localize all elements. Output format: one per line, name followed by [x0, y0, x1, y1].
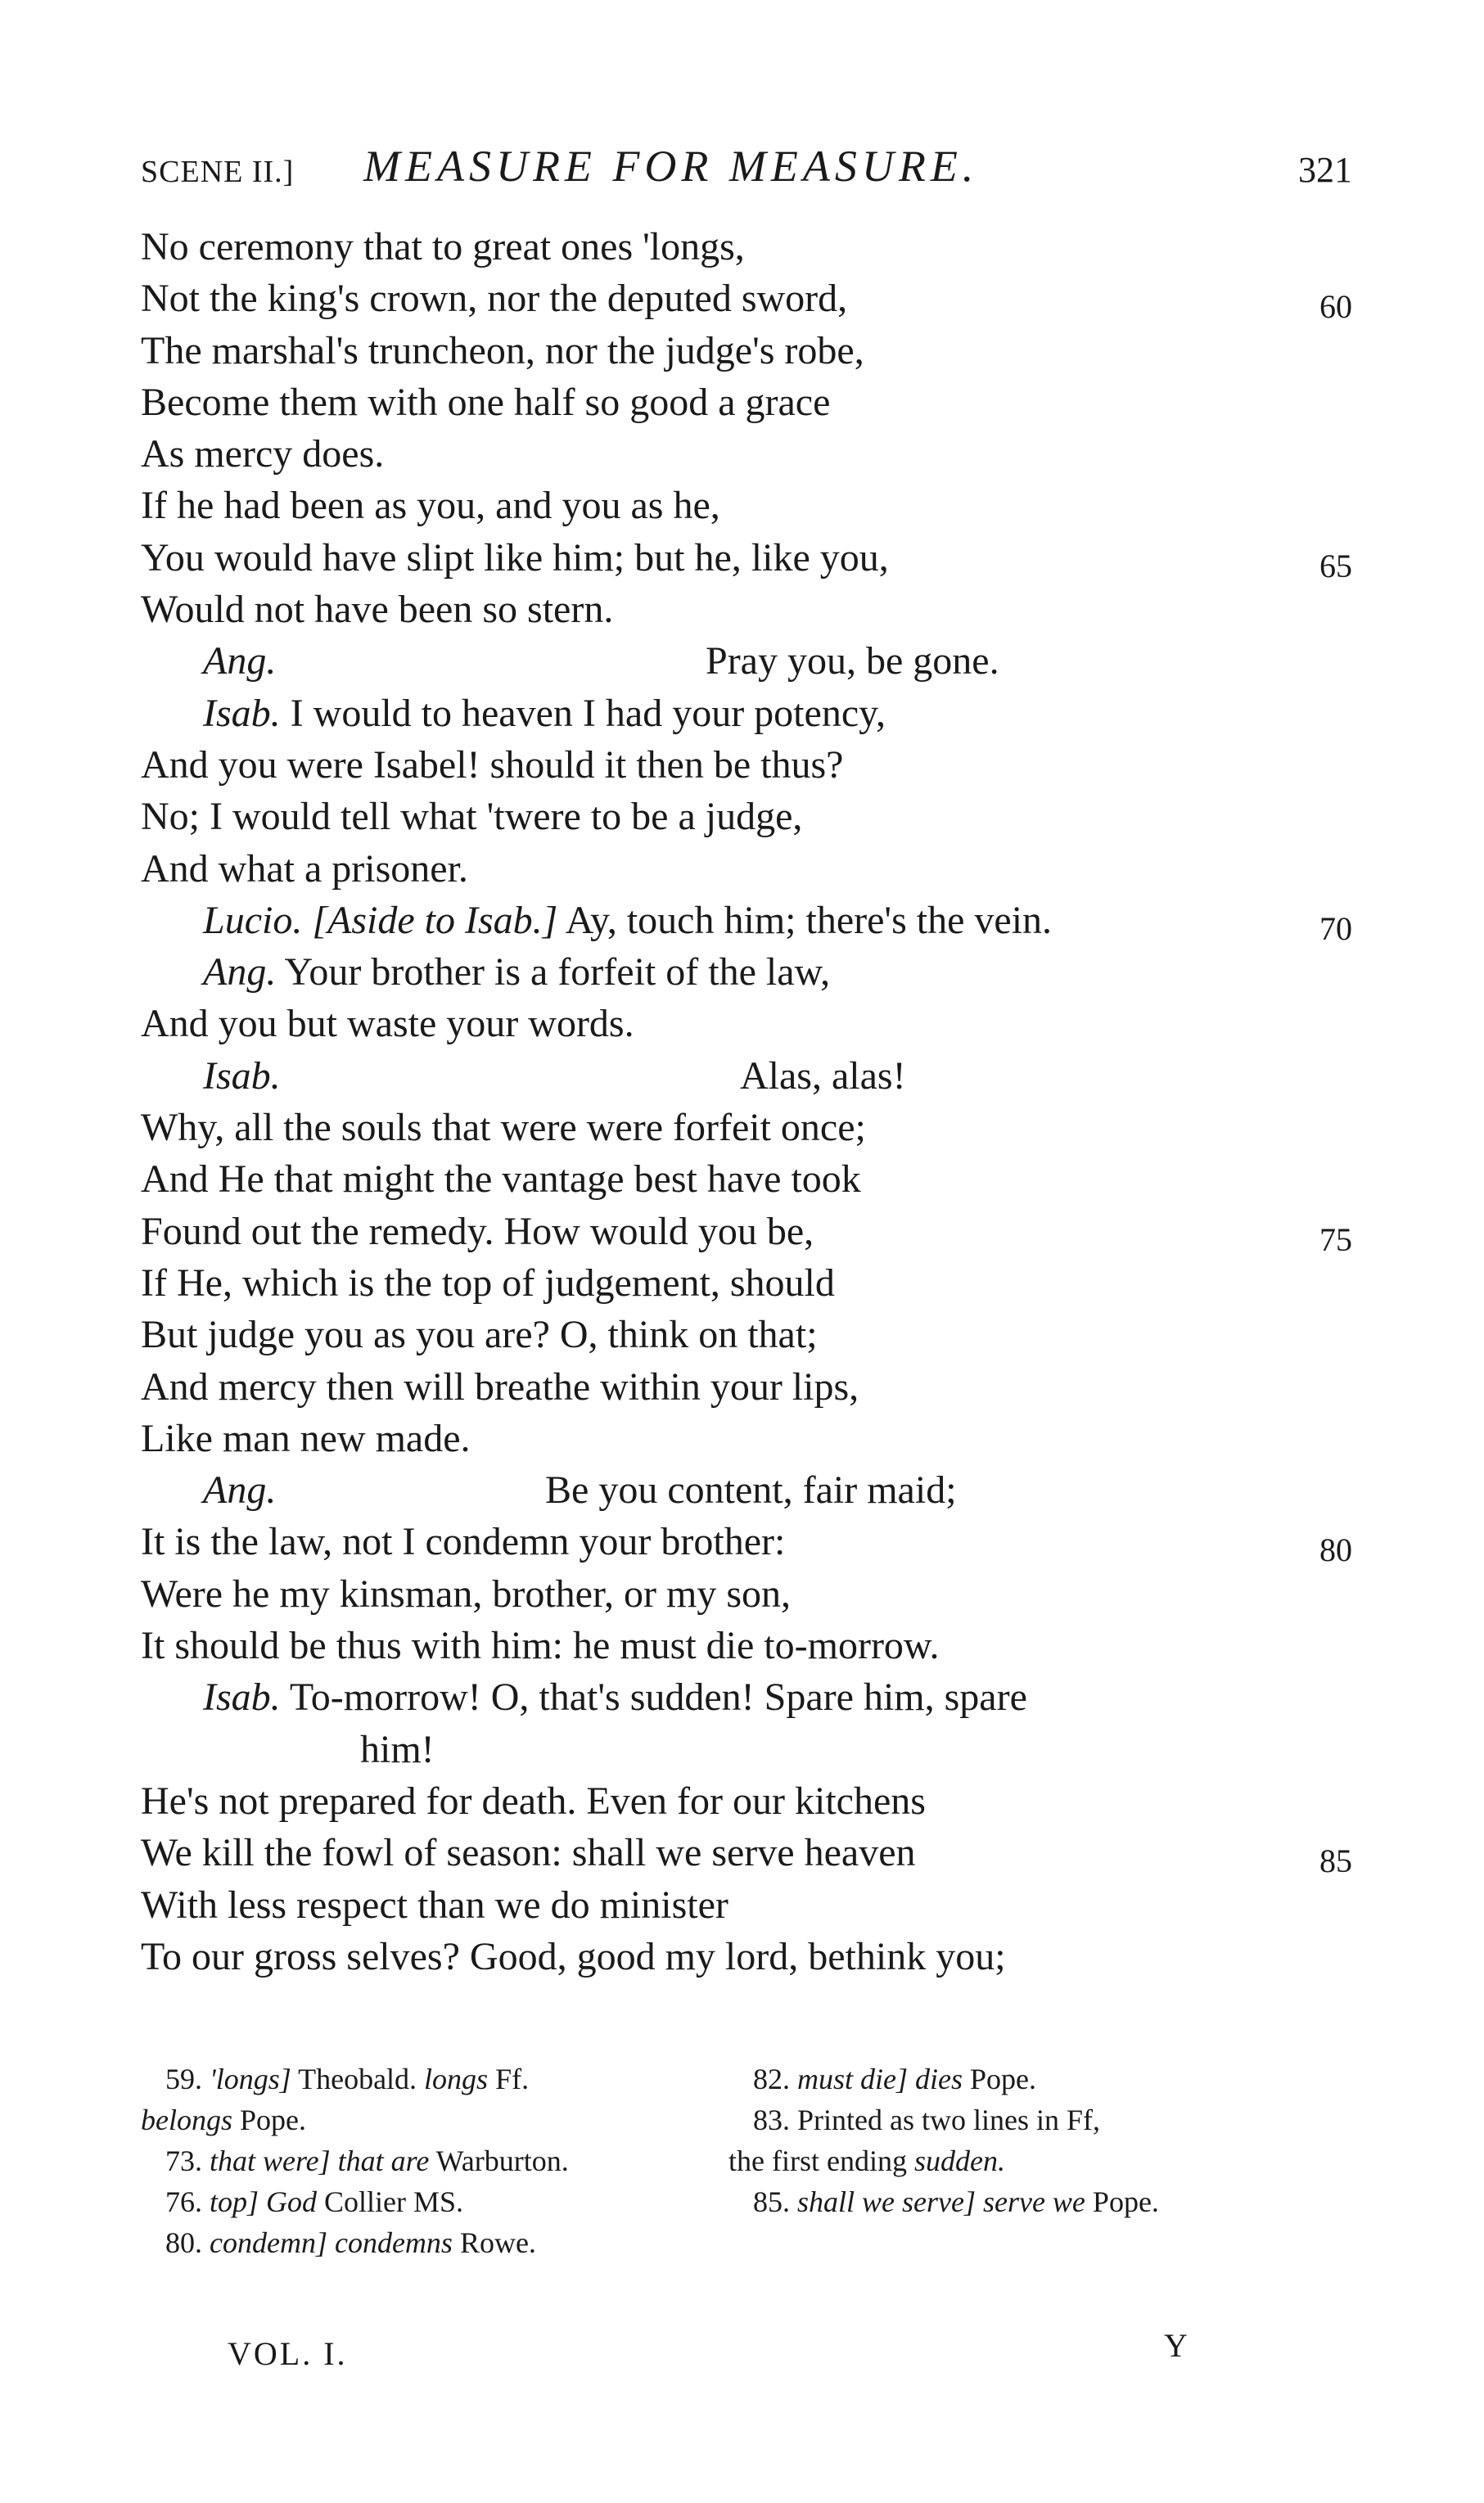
line-number: 65 [1319, 547, 1352, 584]
half-line-text: Pray you, be gone. [706, 639, 999, 683]
line-text [141, 1568, 791, 1620]
speaker-name: Ang. [203, 1468, 277, 1513]
verse-line [141, 532, 1352, 584]
stage-direction: [Aside to Isab.] [312, 898, 558, 942]
footnote-number: 85. [753, 2185, 790, 2218]
verse-line [141, 791, 1352, 842]
verse-text [141, 221, 1352, 1982]
line-text [141, 1153, 861, 1205]
footnote-variant: serve we [982, 2185, 1085, 2218]
verse-line [141, 1724, 1352, 1775]
line-text [141, 1206, 814, 1257]
footnote-lemma: shall we serve] [797, 2185, 976, 2218]
verse-text: The marshal's truncheon, nor the judge's robe, [141, 328, 864, 372]
speaker-name: Lucio. [203, 898, 303, 942]
line-number: 60 [1319, 288, 1352, 326]
volume-label: VOL. I. [228, 2335, 348, 2372]
footnote-lemma: must die] [797, 2063, 908, 2095]
verse-line [141, 1827, 1352, 1878]
footnote-variant: condemns [334, 2226, 453, 2259]
footnote [728, 2099, 1285, 2140]
verse-text: Found out the remedy. How would you be, [141, 1209, 814, 1253]
footnote-lemma: 'longs] [210, 2063, 291, 2095]
footnote-variant: sudden. [913, 2144, 1005, 2177]
page-number: 321 [1298, 150, 1352, 190]
verse-line [141, 1153, 1352, 1205]
verse-line [141, 1257, 1352, 1309]
line-text [141, 843, 468, 895]
verse-line [141, 1620, 1352, 1671]
footnote-source: Collier MS. [324, 2185, 464, 2218]
line-text [141, 1361, 859, 1413]
footnote-text: Pope. [240, 2104, 306, 2136]
line-text [141, 584, 613, 635]
verse-line [141, 843, 1352, 895]
line-text [141, 1620, 939, 1671]
footnote-source: Pope. [1092, 2185, 1159, 2218]
verse-text: Not the king's crown, nor the deputed sword, [141, 277, 848, 321]
speaker-name: Ang. [203, 639, 277, 683]
scene-label: SCENE II.] [141, 155, 295, 189]
verse-text: And mercy then will breathe within your lips, [141, 1364, 859, 1409]
line-text [141, 1775, 926, 1827]
signature-mark: Y [1164, 2327, 1188, 2364]
verse-line [141, 1413, 1352, 1464]
line-text [203, 946, 830, 998]
half-line-text: Alas, alas! [740, 1053, 906, 1098]
line-text [141, 791, 802, 842]
line-text [203, 1671, 1027, 1723]
footnote-variant: dies [915, 2063, 963, 2095]
footnote-source: Warburton. [435, 2144, 569, 2177]
verse-line [141, 377, 1352, 428]
line-number: 80 [1319, 1531, 1352, 1569]
line-text [360, 1724, 435, 1775]
footnote [141, 2059, 697, 2099]
footnote-source: Pope. [970, 2063, 1036, 2095]
half-line-text: Be you content, fair maid; [545, 1468, 957, 1513]
footnote-number: 59. [165, 2063, 202, 2095]
footnote-number: 83. [753, 2104, 790, 2136]
verse-text: It is the law, not I condemn your brother: [141, 1520, 786, 1564]
speaker-name: Isab. [203, 1675, 281, 1720]
speaker-name: Isab. [203, 691, 281, 735]
verse-line [141, 1361, 1352, 1413]
footnote [141, 2140, 697, 2181]
footnote-number: 80. [165, 2226, 202, 2259]
footnote [728, 2181, 1285, 2222]
verse-continuation: him! [360, 1727, 435, 1771]
line-text [141, 377, 830, 428]
verse-text: Like man new made. [141, 1416, 471, 1460]
line-number: 70 [1319, 909, 1352, 947]
verse-line [141, 946, 1352, 998]
verse-text: With less respect than we do minister [141, 1883, 728, 1927]
verse-line [141, 1671, 1352, 1723]
verse-text: And He that might the vantage best have took [141, 1157, 861, 1202]
verse-text: Ay, touch him; there's the vein. [565, 898, 1053, 942]
line-text [203, 635, 276, 687]
verse-line [141, 635, 1352, 687]
verse-text: Were he my kinsman, brother, or my son, [141, 1572, 792, 1616]
verse-text: Your brother is a forfeit of the law, [284, 950, 831, 994]
verse-text: And you but waste your words. [141, 1002, 634, 1046]
verse-line [141, 1464, 1352, 1516]
verse-line [141, 688, 1352, 739]
footnote-text: the first ending [728, 2144, 907, 2177]
verse-text: Would not have been so stern. [141, 588, 614, 632]
verse-text: To our gross selves? Good, good my lord, bethink you; [141, 1934, 1006, 1978]
footnote [728, 2140, 1285, 2181]
line-text [203, 895, 1052, 946]
verse-line [141, 325, 1352, 377]
verse-line [141, 1775, 1352, 1827]
verse-line [141, 1309, 1352, 1360]
footnote-variant: that are [337, 2144, 430, 2177]
line-text [141, 221, 745, 273]
verse-line [141, 221, 1352, 273]
verse-text: If He, which is the top of judgement, should [141, 1261, 835, 1305]
footnote-variant: longs [424, 2063, 489, 2095]
line-text [141, 532, 889, 584]
verse-line [141, 1568, 1352, 1620]
line-text [141, 1413, 471, 1464]
line-text [141, 998, 634, 1049]
verse-line [141, 895, 1352, 946]
verse-line [141, 1050, 1352, 1102]
line-text [141, 325, 864, 377]
verse-text: We kill the fowl of season: shall we serve heaven [141, 1831, 916, 1875]
verse-text: As mercy does. [141, 432, 385, 476]
footnotes-right-column [728, 2059, 1285, 2222]
footnote [728, 2059, 1285, 2099]
footnote-lemma: condemn] [210, 2226, 327, 2259]
running-header [141, 138, 1352, 203]
verse-text: He's not prepared for death. Even for our kitchens [141, 1779, 926, 1823]
verse-text: You would have slipt like him; but he, like you, [141, 535, 889, 580]
verse-text: And what a prisoner. [141, 846, 468, 891]
footnote-lemma: that were] [210, 2144, 331, 2177]
line-text [141, 1879, 728, 1931]
footnote-variant: God [266, 2185, 318, 2218]
verse-text: But judge you as you are? O, think on that; [141, 1313, 818, 1357]
footnote [141, 2222, 697, 2263]
line-text [141, 273, 847, 324]
speaker-name: Isab. [203, 1053, 281, 1098]
line-text [203, 1050, 281, 1102]
verse-line [141, 1102, 1352, 1153]
footnote [141, 2181, 697, 2222]
verse-line [141, 998, 1352, 1049]
verse-text: It should be thus with him: he must die to-morrow. [141, 1624, 940, 1668]
footnote-text: Printed as two lines in Ff, [797, 2104, 1100, 2136]
verse-line [141, 1516, 1352, 1567]
verse-line [141, 1879, 1352, 1931]
footnote-number: 82. [753, 2063, 790, 2095]
line-text [141, 1931, 1006, 1982]
verse-line [141, 480, 1352, 531]
verse-line [141, 273, 1352, 324]
line-text [141, 480, 720, 531]
line-number: 75 [1319, 1220, 1352, 1258]
line-text [141, 1102, 866, 1153]
verse-text: Become them with one half so good a grace [141, 380, 831, 424]
line-text [141, 1309, 818, 1360]
line-text [141, 1257, 835, 1309]
verse-line [141, 739, 1352, 791]
verse-text: No; I would tell what 'twere to be a judge, [141, 795, 803, 839]
verse-text: I would to heaven I had your potency, [290, 691, 886, 735]
verse-line [141, 1931, 1352, 1982]
footnote-lemma: belongs [141, 2104, 232, 2136]
line-text [141, 428, 384, 480]
footnotes-left-column [141, 2059, 697, 2263]
verse-line [141, 584, 1352, 635]
footnote-number: 73. [165, 2144, 202, 2177]
line-text [141, 1516, 785, 1567]
footnote-text: Theobald. [298, 2063, 417, 2095]
line-text [203, 688, 886, 739]
play-title: MEASURE FOR MEASURE. [363, 142, 979, 191]
footnote-lemma: top] [210, 2185, 259, 2218]
footnote-source: Rowe. [459, 2226, 536, 2259]
line-text [141, 739, 843, 791]
footnote [141, 2099, 697, 2140]
footnote-source: Ff. [495, 2063, 530, 2095]
speaker-name: Ang. [203, 950, 277, 994]
verse-text: If he had been as you, and you as he, [141, 484, 720, 528]
verse-line [141, 1206, 1352, 1257]
verse-line [141, 428, 1352, 480]
verse-text: No ceremony that to great ones 'longs, [141, 225, 745, 268]
line-text [203, 1464, 276, 1516]
line-text [141, 1827, 916, 1878]
footnote-number: 76. [165, 2185, 202, 2218]
line-number: 85 [1319, 1842, 1352, 1880]
verse-text: To-morrow! O, that's sudden! Spare him, spare [289, 1675, 1027, 1720]
verse-text: And you were Isabel! should it then be thus? [141, 742, 844, 787]
verse-text: Why, all the souls that were were forfeit once; [141, 1106, 866, 1150]
